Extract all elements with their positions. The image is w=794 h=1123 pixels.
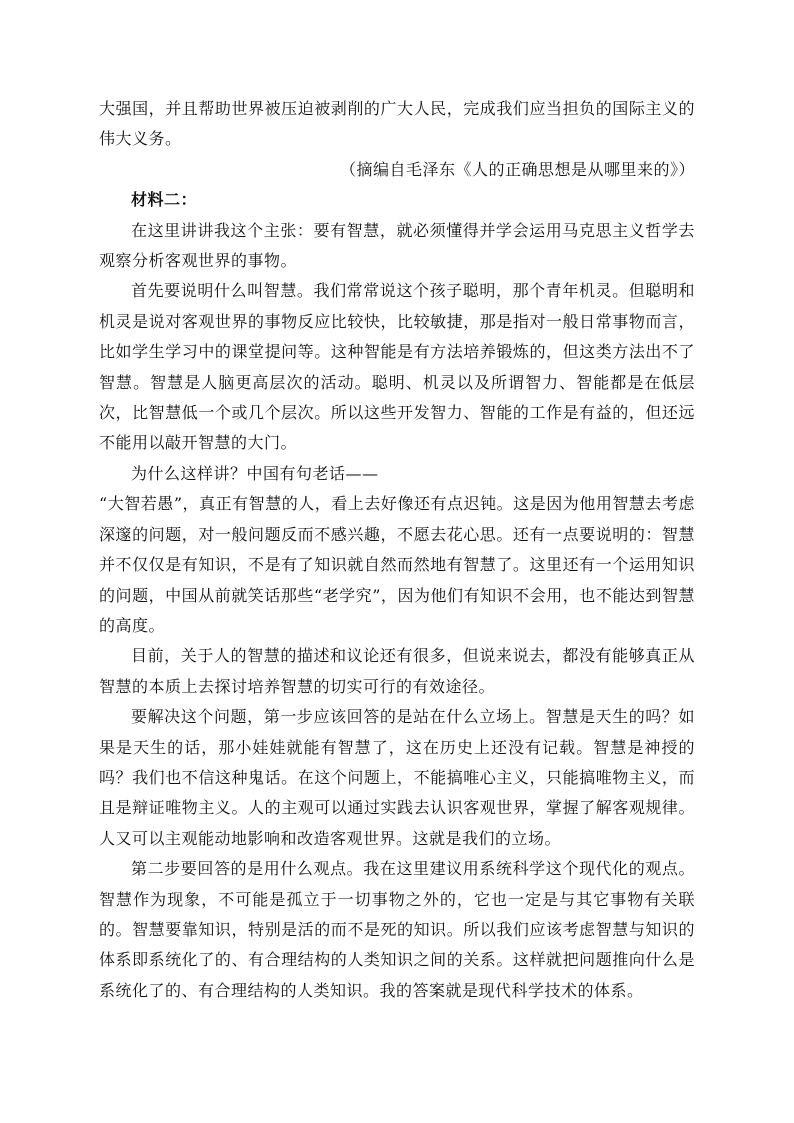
paragraph-step-one: 要解决这个问题，第一步应该回答的是站在什么立场上。智慧是天生的吗？如果是天生的话，那小娃娃就能有智慧了，这在历史上还没有记载。智慧是神授的吗？我们也不信这种鬼话。在这个问题上，不能搞唯心主义，只能搞唯物主义，而且是辩证唯物主义。人的主观可以通过实践去认识客观世界，掌握了解客观规律。人又可以主观能动地影响和改造客观世界。这就是我们的立场。	[99, 707, 695, 848]
paragraph-continuation: 大强国，并且帮助世界被压迫被剥削的广大人民，完成我们应当担负的国际主义的伟大义务。	[99, 99, 695, 149]
paragraph-define-wisdom: 首先要说明什么叫智慧。我们常常说这个孩子聪明，那个青年机灵。但聪明和机灵是说对客观世界的事物反应比较快，比较敏捷，那是指对一般日常事物而言，比如学生学习中的课堂提问等。这种智能是有方法培养锻炼的，但这类方法出不了智慧。智慧是人脑更高层次的活动。聪明、机灵以及所谓智力、智能都是在低层次，比智慧低一个或几个层次。所以这些开发智力、智能的工作是有益的，但还远不能用以敲开智慧的大门。	[99, 281, 695, 453]
section-heading-material-two: 材料二：	[131, 190, 198, 210]
paragraph-step-two: 第二步要回答的是用什么观点。我在这里建议用系统科学这个现代化的观点。智慧作为现象，不可能是孤立于一切事物之外的，它也一定是与其它事物有关联的。智慧要靠知识，特别是活的而不是死的知识。所以我们应该考虑智慧与知识的体系即系统化了的、有合理结构的人类知识之间的关系。这样就把问题推向什么是系统化了的、有合理结构的人类知识。我的答案就是现代科学技术的体系。	[99, 859, 695, 1000]
paragraph-current-discussion: 目前，关于人的智慧的描述和议论还有很多，但说来说去，都没有能够真正从智慧的本质上去探讨培养智慧的切实可行的有效途径。	[99, 646, 695, 696]
paragraph-question: 为什么这样讲？中国有句老话——	[131, 463, 379, 483]
paragraph-proverb: “大智若愚”，真正有智慧的人，看上去好像还有点迟钝。这是因为他用智慧去考虑深邃的问题，对一般问题反而不感兴趣，不愿去花心思。还有一点要说明的：智慧并不仅仅是有知识，不是有了知识就自然而然地有智慧了。这里还有一个运用知识的问题，中国从前就笑话那些“老学究”，因为他们有知识不会用，也不能达到智慧的高度。	[99, 494, 695, 635]
paragraph-thesis: 在这里讲讲我这个主张：要有智慧，就必须懂得并学会运用马克思主义哲学去观察分析客观世界的事物。	[99, 220, 695, 271]
source-citation: （摘编自毛泽东《人的正确思想是从哪里来的》）	[339, 159, 695, 179]
document-page	[99, 94, 695, 1006]
